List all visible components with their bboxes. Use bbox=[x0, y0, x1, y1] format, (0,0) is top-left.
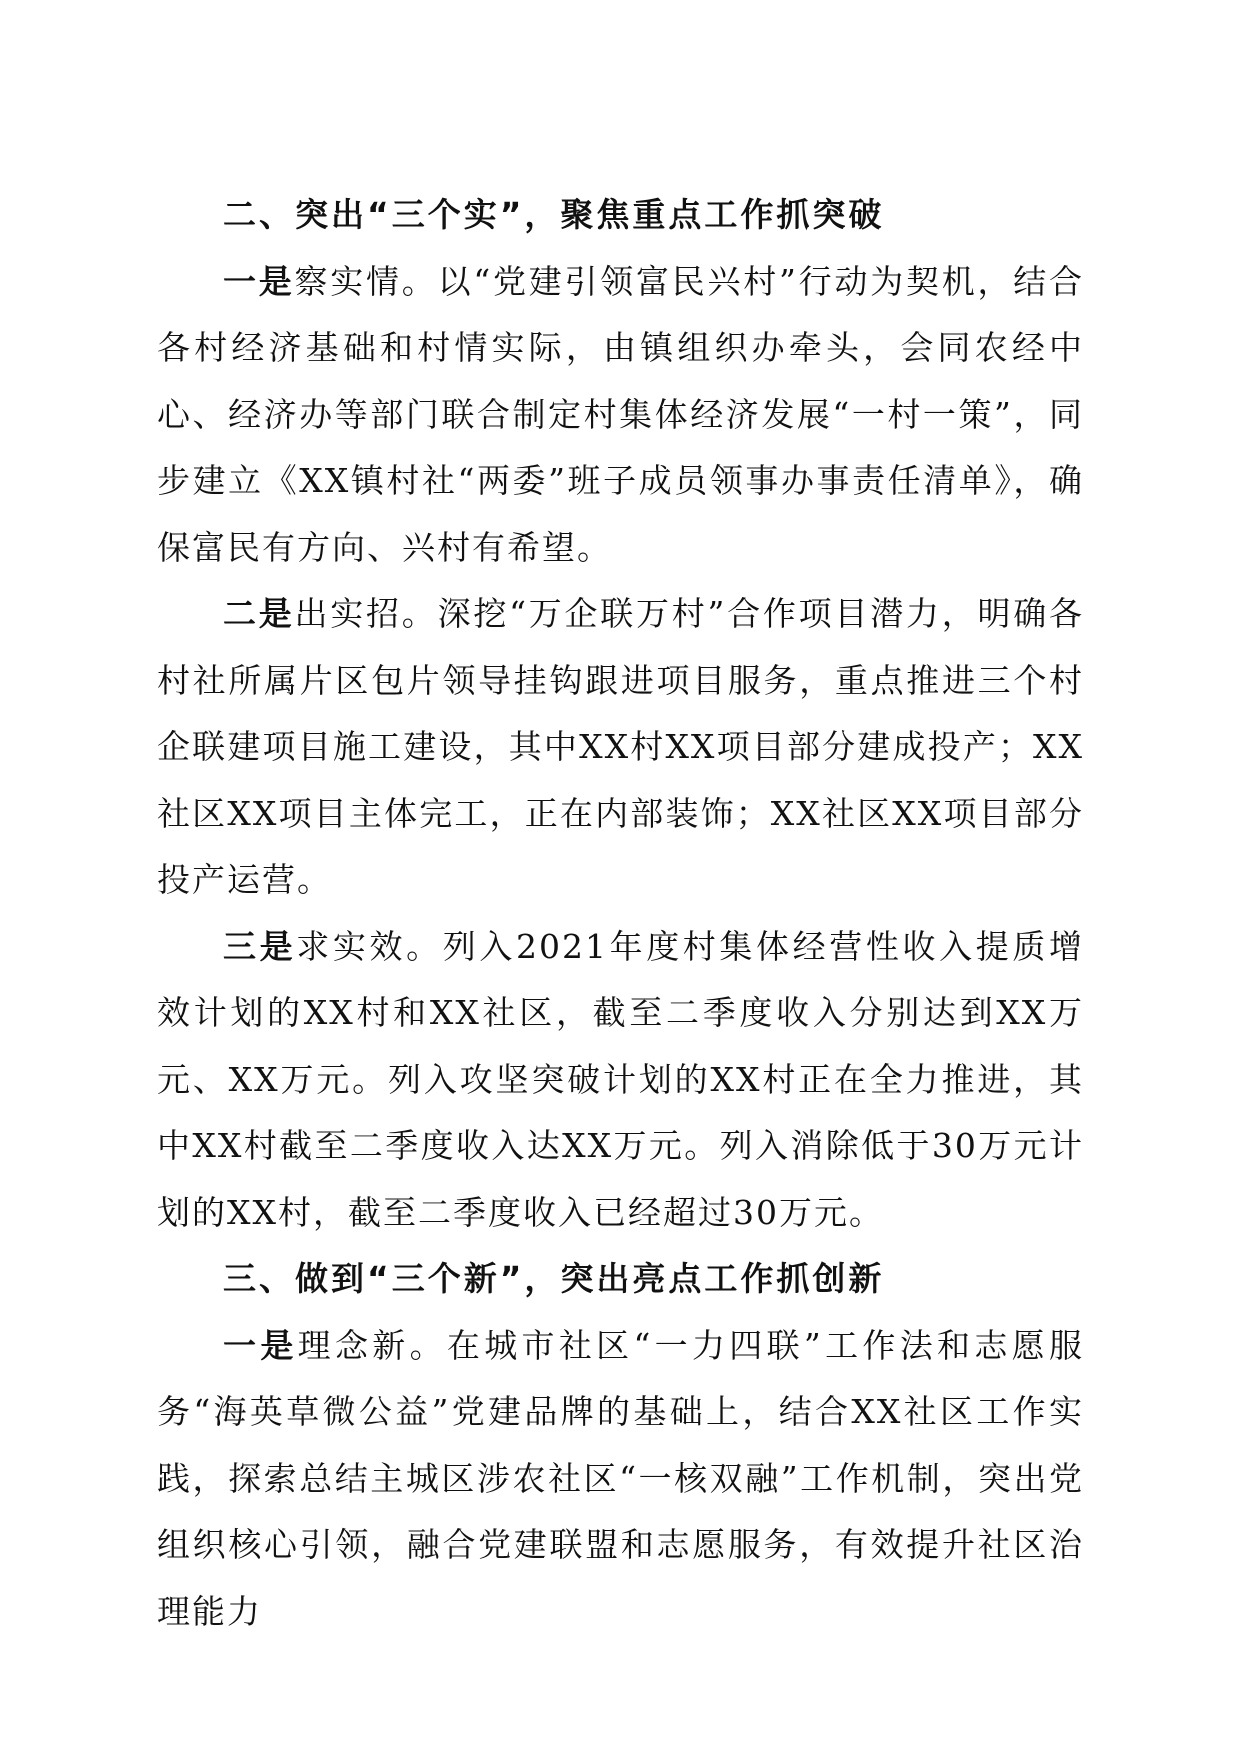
paragraph-text: 求实效。列入2021年度村集体经营性收入提质增效计划的XX村和XX社区，截至二季度收入分别达到XX万元、XX万元。列入攻坚突破计划的XX村正在全力推进，其中XX村截至二季度收入达XX万元。列入消除低于30万元计划的XX村，截至二季度收入已经超过30万元。 bbox=[157, 926, 1085, 1232]
paragraph-lead: 一是 bbox=[223, 261, 295, 301]
paragraph-observe-facts bbox=[157, 249, 1084, 582]
paragraph-lead: 二是 bbox=[223, 594, 295, 633]
paragraph-text: 理念新。在城市社区“一力四联”工作法和志愿服务“海英草微公益”党建品牌的基础上，结合XX社区工作实践，探索总结主城区涉农社区“一核双融”工作机制，突出党组织核心引领，融合党建联盟和志愿服务，有效提升社区治理能力 bbox=[157, 1325, 1085, 1631]
paragraph-practical-measures bbox=[157, 581, 1084, 914]
paragraph-seek-results bbox=[157, 914, 1084, 1247]
paragraph-text: 察实情。以“党建引领富民兴村”行动为契机，结合各村经济基础和村情实际，由镇组织办牵头，会同农经中心、经济办等部门联合制定村集体经济发展“一村一策”，同步建立《XX镇村社“两委”班子成员领事办事责任清单》，确保富民有方向、兴村有希望。 bbox=[157, 261, 1085, 567]
section-heading-2: 二、突出“三个实”，聚焦重点工作抓突破 bbox=[223, 195, 885, 234]
paragraph-lead: 三是 bbox=[223, 926, 297, 966]
section-heading-3: 三、做到“三个新”，突出亮点工作抓创新 bbox=[223, 1259, 885, 1298]
paragraph-new-concept bbox=[157, 1313, 1084, 1646]
paragraph-lead: 一是 bbox=[223, 1325, 298, 1365]
paragraph-text: 出实招。深挖“万企联万村”合作项目潜力，明确各村社所属片区包片领导挂钩跟进项目服务，重点推进三个村企联建项目施工建设，其中XX村XX项目部分建成投产；XX社区XX项目主体完工，正在内部装饰；XX社区XX项目部分投产运营。 bbox=[157, 594, 1085, 899]
document-body bbox=[157, 182, 1084, 1645]
